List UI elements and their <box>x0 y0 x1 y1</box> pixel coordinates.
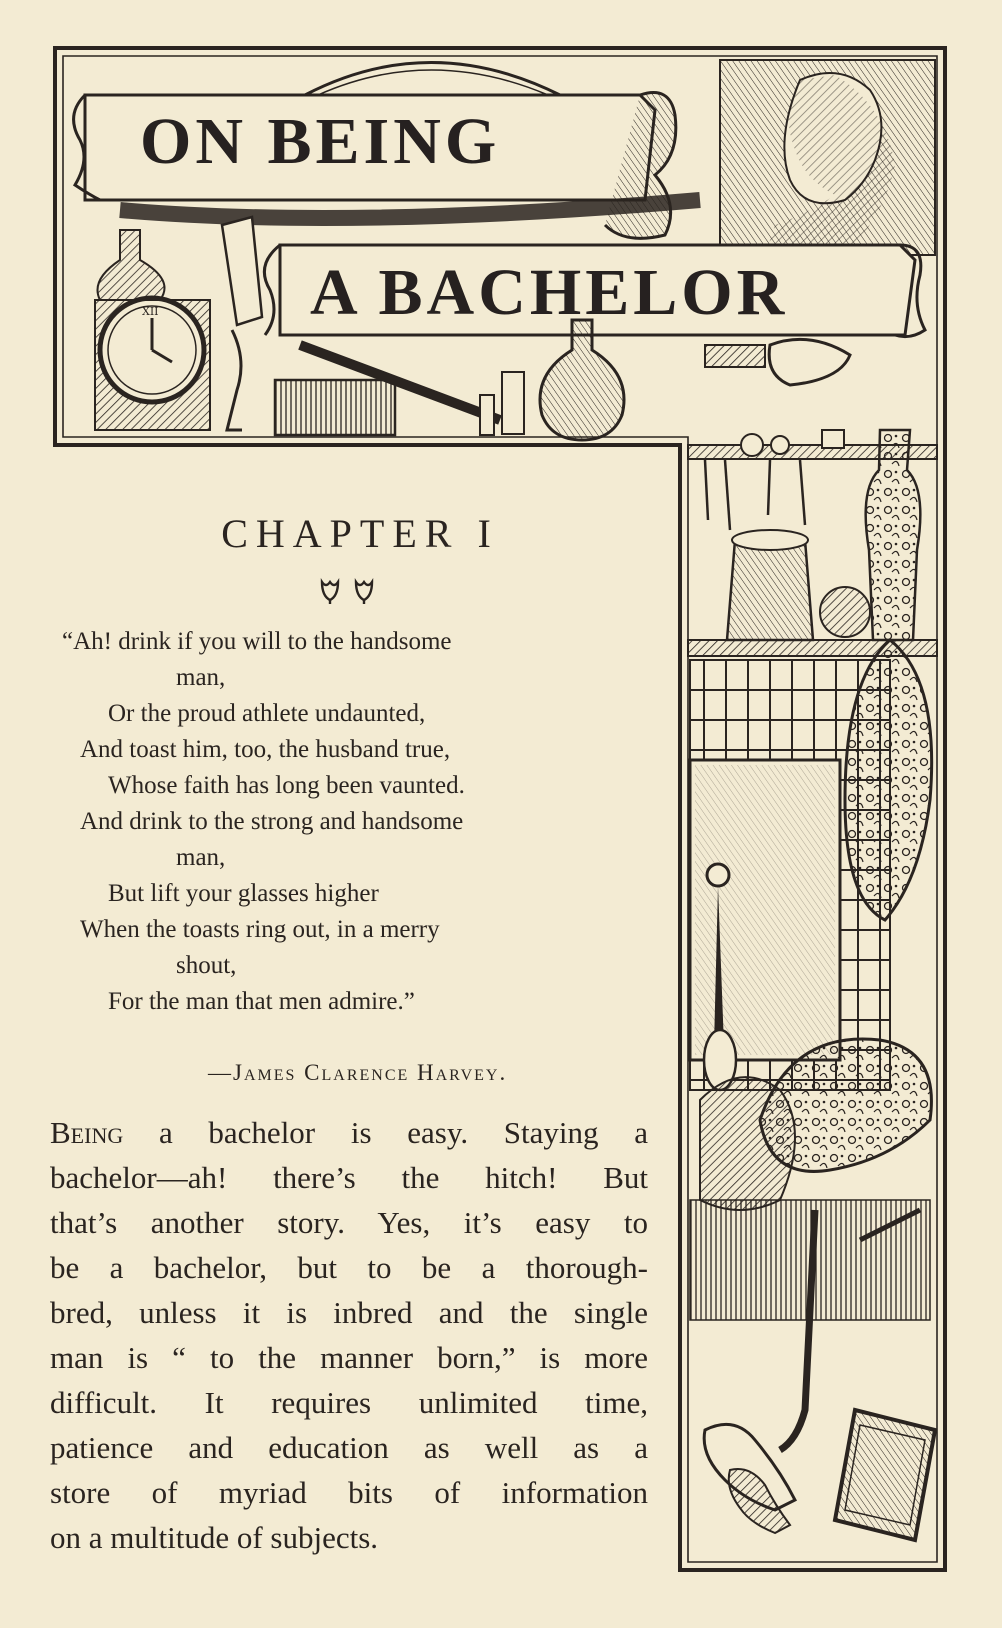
flask-icon <box>98 230 165 300</box>
poem-line: “Ah! drink if you will to the handsome <box>62 628 452 655</box>
body-line: bachelor—ah! there’s the hitch! But <box>50 1160 648 1195</box>
poem-line: shout, <box>176 952 237 979</box>
poem-line: And drink to the strong and handsome <box>80 808 464 835</box>
title-line-1: ON BEING <box>140 105 501 178</box>
body-line: that’s another story. Yes, it’s easy to <box>50 1205 648 1240</box>
top-arch-icon <box>305 63 560 96</box>
book-stack-icon <box>275 380 395 435</box>
decanter-icon <box>540 320 624 440</box>
body-line: store of myriad bits of information <box>50 1475 648 1510</box>
pipe-icon <box>705 339 850 385</box>
woman-portrait-icon <box>720 60 935 255</box>
candle-figure-icon <box>222 217 262 430</box>
picture-frame-icon <box>835 1410 935 1540</box>
body-line: on a multitude of subjects. <box>50 1520 379 1555</box>
poem-attribution: —James Clarence Harvey. <box>208 1060 508 1085</box>
vase-icon <box>866 430 921 640</box>
bottles-icon <box>480 372 524 435</box>
slippers-icon <box>704 1424 795 1533</box>
body-line: patience and education as well as a <box>50 1430 648 1465</box>
clock-icon <box>95 298 210 430</box>
body-line: man is “ to the manner born,” is more <box>50 1340 648 1375</box>
poem-line: man, <box>176 664 226 691</box>
poem-line: When the toasts ring out, in a merry <box>80 916 440 943</box>
tulip-ornament-icon <box>318 578 382 606</box>
poem-line: And toast him, too, the husband true, <box>80 736 451 763</box>
chapter-heading: CHAPTER I <box>221 511 499 556</box>
tobacco-jar-icon <box>727 530 870 640</box>
drop-word: Being <box>50 1115 124 1150</box>
body-line: a bachelor is easy. Staying a <box>123 1115 648 1150</box>
poem-line: Or the proud athlete undaunted, <box>108 700 426 727</box>
body-line: bred, unless it is inbred and the single <box>50 1295 648 1330</box>
svg-text:XII: XII <box>142 305 159 318</box>
body-line: difficult. It requires unlimited time, <box>50 1385 648 1420</box>
poem-line: man, <box>176 844 226 871</box>
body-line: be a bachelor, but to be a thorough- <box>50 1250 648 1285</box>
poem-line: For the man that men admire.” <box>108 988 415 1015</box>
poem-line: Whose faith has long been vaunted. <box>108 772 465 799</box>
title-line-2: A BACHELOR <box>310 256 789 329</box>
poem-line: But lift your glasses higher <box>108 880 379 907</box>
